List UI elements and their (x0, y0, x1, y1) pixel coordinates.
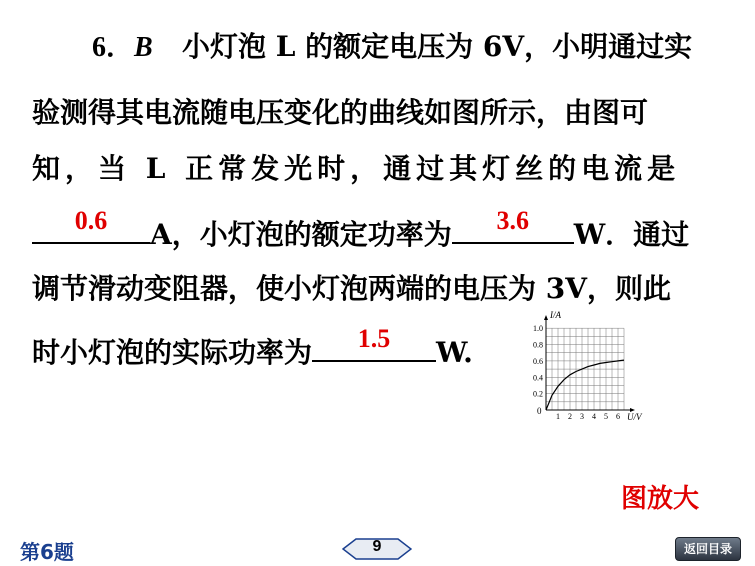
y-tick-label: 0.4 (533, 373, 543, 383)
zoom-figure-button[interactable]: 图放大 (621, 484, 700, 514)
question-number: 6 (92, 32, 106, 63)
page-indicator (342, 536, 412, 562)
x-tick-label: 4 (592, 412, 596, 421)
answer-current: 0.6 (74, 206, 108, 235)
y-tick-label: 0.6 (533, 356, 543, 366)
unit-text-2: W．通过 (573, 218, 690, 251)
y-tick-label: 0.8 (533, 340, 543, 350)
x-tick-label: 1 (556, 412, 560, 421)
x-tick-label: 5 (604, 412, 608, 421)
x-tick-label: 3 (580, 412, 584, 421)
question-line-5 (32, 272, 671, 306)
x-axis-label: U/V (627, 412, 642, 422)
question-text-line-2: 验测得其电流随电压变化的曲线如图所示，由图可 (32, 96, 649, 129)
x-tick-label: 6 (616, 412, 620, 421)
question-line-6 (32, 324, 473, 370)
y-axis-label: I/A (550, 310, 561, 320)
question-text-line-1: 小灯泡 L 的额定电压为 6V，小明通过实 (181, 30, 693, 63)
question-text-line-6: 时小灯泡的实际功率为 (32, 336, 313, 369)
chart-axes (544, 315, 635, 412)
unit-text-1: A，小灯泡的额定功率为 (150, 218, 452, 251)
question-text-line-3: 知，当 L 正常发光时，通过其灯丝的电流是 (32, 152, 681, 185)
y-tick-label: 0.2 (533, 389, 543, 399)
question-line-1: 6．B 小灯泡 L 的额定电压为 6V，小明通过实 (92, 30, 693, 63)
origin-label: 0 (537, 406, 542, 416)
blank-current (32, 206, 150, 244)
x-tick-label: 2 (568, 412, 572, 421)
y-tick-label: 1.0 (533, 324, 543, 334)
answer-choice: B (134, 32, 153, 63)
unit-text-3: W. (436, 336, 473, 369)
question-tag: 第6题 (20, 540, 74, 564)
y-axis-arrow (544, 315, 548, 320)
answer-rated-power: 3.6 (496, 206, 529, 235)
page-number: 9 (372, 538, 382, 555)
question-line-3 (32, 152, 680, 186)
blank-actual-power (312, 324, 436, 362)
question-line-4 (32, 206, 690, 252)
back-to-contents-button[interactable]: 返回目录 (675, 537, 741, 561)
iv-curve-line (546, 360, 624, 410)
answer-actual-power: 1.5 (357, 324, 391, 353)
chart-grid (546, 328, 624, 410)
blank-rated-power (452, 206, 574, 244)
question-line-2 (32, 96, 648, 130)
question-text-line-5: 调节滑动变阻器，使小灯泡两端的电压为 3V，则此 (32, 272, 671, 305)
iv-chart (524, 308, 644, 426)
